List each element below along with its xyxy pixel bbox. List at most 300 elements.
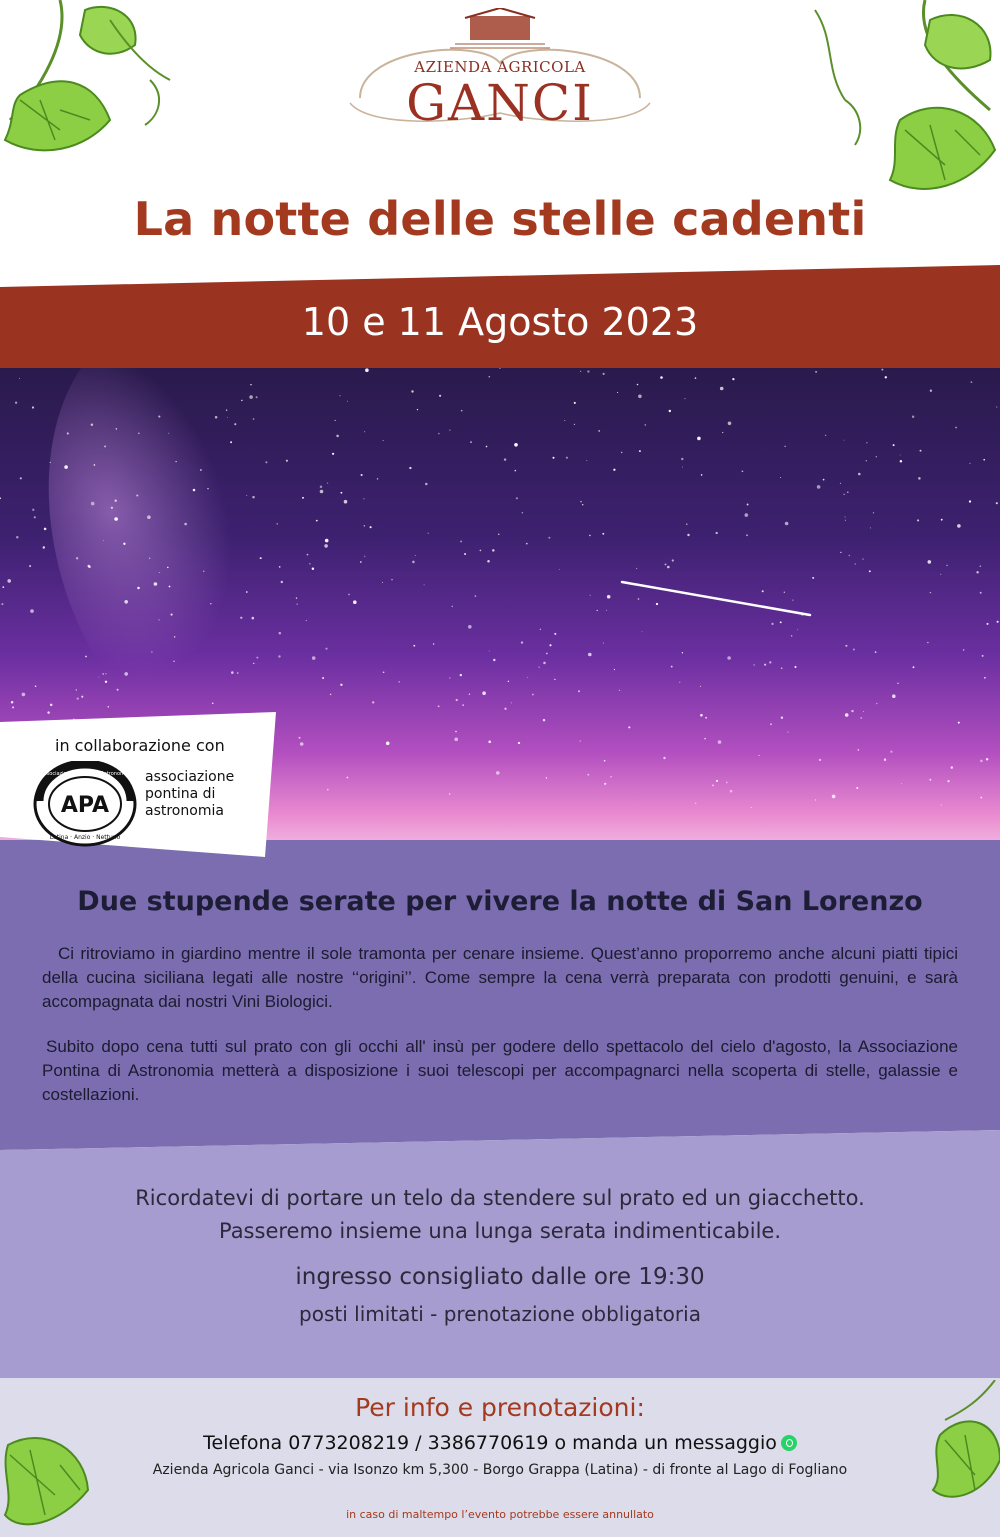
star [858,473,861,476]
star [462,704,463,705]
star [115,500,117,502]
star [900,460,903,463]
star [171,614,173,616]
star [940,574,941,575]
star [969,463,970,464]
star [997,621,999,623]
star [893,444,895,446]
star [667,566,670,569]
star [286,460,288,462]
star [656,603,658,605]
star [928,560,932,564]
star [876,703,878,705]
star [785,446,786,447]
star [784,592,785,593]
star [720,387,724,391]
star [227,417,228,418]
reminders-panel [0,1130,1000,1390]
star [589,535,591,537]
star [672,559,674,561]
star [840,483,841,484]
star [256,657,258,659]
star [844,440,845,441]
star [596,610,597,611]
star [16,536,19,539]
star [788,732,789,733]
address: Azienda Agricola Ganci - via Isonzo km 5,300 - Borgo Grappa (Latina) - di fronte al Lago di Fogliano [152,1462,848,1478]
star [876,456,877,457]
star [398,681,400,683]
star [912,415,914,417]
star [64,465,68,469]
star [411,390,413,392]
apa-ring-text: Associazione Pontina di Astronomia [40,771,130,777]
star [869,570,871,572]
star [705,717,707,719]
star [35,685,37,687]
star [425,483,428,486]
star [1,603,3,605]
star [413,645,415,647]
star [980,760,983,763]
star [638,598,640,600]
star [855,563,856,564]
star [590,595,591,596]
star [920,450,922,452]
star [695,377,697,379]
star [174,636,176,638]
star [851,710,853,712]
star [996,502,998,504]
star [151,651,153,653]
star [791,635,792,636]
star [700,686,701,687]
star [330,694,332,696]
star [792,600,793,601]
star [863,711,864,712]
star [296,603,297,604]
star [307,554,309,556]
star [917,519,919,521]
star [279,632,282,635]
star [963,649,965,651]
star [913,666,915,668]
star [22,693,26,697]
contact-line [0,1432,1000,1454]
star [460,674,462,676]
star [312,567,314,569]
star [845,517,846,518]
star [241,400,242,401]
star [700,714,703,717]
star [727,656,731,660]
star [340,492,342,494]
star [460,540,462,542]
star [901,783,902,784]
star [890,751,892,753]
star [203,571,204,572]
star [364,525,365,526]
star [320,485,323,488]
star [449,430,450,431]
star [237,672,239,674]
star [918,477,921,480]
star [580,741,581,742]
apa-bottom-text: Latina · Anzio · Nettuno [49,834,121,841]
star [663,757,665,759]
star [114,517,118,521]
star [955,427,957,429]
star [240,617,242,619]
star [552,457,554,459]
star [845,713,849,717]
star [124,672,128,676]
star [843,494,844,495]
star [85,656,87,658]
star [580,501,582,503]
star [980,565,981,566]
star [554,679,555,680]
star [722,432,723,433]
star [522,512,523,513]
star [730,790,732,792]
star [159,619,160,620]
star [546,653,548,655]
star [815,371,817,373]
star [468,625,472,629]
star [996,406,997,407]
star [105,673,106,674]
star [797,629,798,630]
star [260,557,262,559]
star [564,420,565,421]
star [986,623,988,625]
star [246,495,247,496]
star [298,737,300,739]
star [602,533,604,535]
star [50,462,51,463]
star [540,629,541,630]
star [312,656,316,660]
star [515,470,517,472]
star [493,659,495,661]
star [825,435,826,436]
star [173,661,174,662]
star [946,565,947,566]
star [34,516,36,518]
star [252,496,255,499]
star [957,524,961,528]
star [785,522,789,526]
star [856,787,858,789]
star [77,697,79,699]
star [169,586,171,588]
star [340,684,342,686]
star [226,409,227,410]
star [364,556,365,557]
star [184,523,187,526]
star [137,587,140,590]
star [383,671,385,673]
star [332,453,334,455]
star [980,592,982,594]
star [669,410,671,412]
star [200,469,202,471]
star [587,370,589,372]
star [370,526,372,528]
whatsapp-icon[interactable] [781,1435,797,1451]
star [606,610,607,611]
star [588,653,592,657]
star [324,544,328,548]
star [340,395,341,396]
star [489,651,490,652]
star [44,528,47,531]
star [726,782,728,784]
star [91,423,93,425]
star [671,666,673,668]
star [543,719,546,722]
star [7,579,11,583]
phone-numbers[interactable]: Telefona 0773208219 / 3386770619 o manda un messaggio [203,1432,777,1454]
star [604,783,606,785]
star [930,390,932,392]
star [636,568,637,569]
star [539,667,540,668]
star [167,567,169,569]
star [554,633,556,635]
star [897,682,899,684]
star [521,641,523,643]
star [504,458,506,460]
star [325,648,327,650]
star [870,527,871,528]
vine-leaf-icon [805,0,1000,210]
star [559,569,560,570]
star [76,689,78,691]
star [769,661,771,663]
star [322,677,324,679]
star [488,741,491,744]
reminder-line: Passeremo insieme una lunga serata indimenticabile. [218,1219,782,1243]
star [983,459,985,461]
star [745,513,749,517]
booking-note: posti limitati - prenotazione obbligatoria [299,1302,701,1326]
star [638,395,642,399]
star [320,490,324,494]
star [578,690,580,692]
star [679,682,680,683]
star [781,717,783,719]
star [306,620,307,621]
star [746,534,748,536]
star [439,395,441,397]
star [103,540,104,541]
star [780,477,781,478]
star [728,422,732,426]
star [32,509,34,511]
star [527,677,528,678]
star [105,681,107,683]
star [108,706,110,708]
brand-name: GANCI [406,74,594,132]
apa-initials: APA [60,793,110,818]
star [947,780,949,782]
star [794,666,796,668]
star [154,582,158,586]
star [94,464,96,466]
description-paragraph: Subito dopo cena tutti sul prato con gli occhi all' insù per godere dello spettacolo del cielo d'agosto, la Associazione Pontina di Astronomia metterà a disposizione i suoi telescopi per accompagnarci nella scoperta di stelle, galassie e costellazioni. [42,1037,958,1104]
star [19,378,20,379]
star [327,789,329,791]
star [980,797,982,799]
star [586,460,587,461]
star [644,424,646,426]
star [574,424,575,425]
star [452,606,454,608]
star [2,586,4,588]
star [823,479,825,481]
star [104,445,106,447]
star [941,804,942,805]
star [840,552,841,553]
star [363,498,364,499]
star [697,437,701,441]
star [253,418,255,420]
star [138,433,139,434]
star [253,663,254,664]
star [853,648,855,650]
star [488,376,490,378]
star [613,469,615,471]
star [475,595,477,597]
star [347,401,348,402]
star [116,428,117,429]
star [617,392,618,393]
star [832,795,836,799]
star [482,691,486,695]
star [296,597,297,598]
star [309,563,310,564]
star [265,461,267,463]
page-title: La notte delle stelle cadenti [133,192,867,246]
star [546,777,547,778]
description-paragraph: Ci ritroviamo in giardino mentre il sole tramonta per cenare insieme. Quest’anno proporremo anche alcuni piatti tipici della cucina siciliana legati alle nostre ‘‘origini’’. Come sempre la cena verrà preparata con prodotti genuini, e sarà accompagnata dai nostri Vini Biologici. [42,944,958,1011]
star [976,571,978,573]
star [971,381,973,383]
star [147,515,151,519]
star [30,609,34,613]
star [927,642,928,643]
star [281,581,283,583]
star [518,742,520,744]
star [438,705,440,707]
star [866,460,867,461]
star [98,677,99,678]
star [15,402,17,404]
star [587,774,589,776]
star [456,699,458,701]
star [415,555,416,556]
star [860,717,862,719]
star [279,566,281,568]
star [347,777,349,779]
event-date: 10 e 11 Agosto 2023 [301,300,699,344]
star [455,731,457,733]
star [986,758,988,760]
star [514,443,518,447]
star [817,485,821,489]
star [300,742,304,746]
star [682,467,683,468]
star [873,512,874,513]
collaboration-card [0,712,280,857]
star [91,502,95,506]
star [548,537,550,539]
star [681,458,683,460]
star [566,457,568,459]
star [614,669,615,670]
star [747,504,749,506]
star [543,662,546,665]
star [764,664,766,666]
collaboration-label: in collaborazione con [55,736,225,755]
star [327,483,328,484]
star [382,582,383,583]
star [325,539,329,543]
apa-name [145,769,265,820]
star [50,704,52,706]
star [409,467,411,469]
star [207,488,208,489]
star [982,655,984,657]
apa-logo [33,761,137,847]
star [336,435,339,438]
star [582,504,583,505]
star [124,600,128,604]
star [230,441,232,443]
star [20,477,22,479]
star [637,384,639,386]
star [383,440,384,441]
star [361,474,363,476]
star [780,621,782,623]
star [892,694,896,698]
star [117,689,119,691]
star [487,560,490,563]
star [428,533,429,534]
star [492,549,495,552]
apa-name-line: astronomia [145,803,224,819]
star [215,416,218,419]
star [862,559,863,560]
star [732,378,734,380]
star [759,755,760,756]
star [278,655,280,657]
star [718,740,722,744]
star [686,523,687,524]
star [504,708,506,710]
star [417,409,418,410]
star [246,591,248,593]
star [424,584,425,585]
star [687,534,689,536]
star [464,553,466,555]
star [88,566,91,569]
star [845,645,847,647]
star [508,681,509,682]
star [111,507,113,509]
